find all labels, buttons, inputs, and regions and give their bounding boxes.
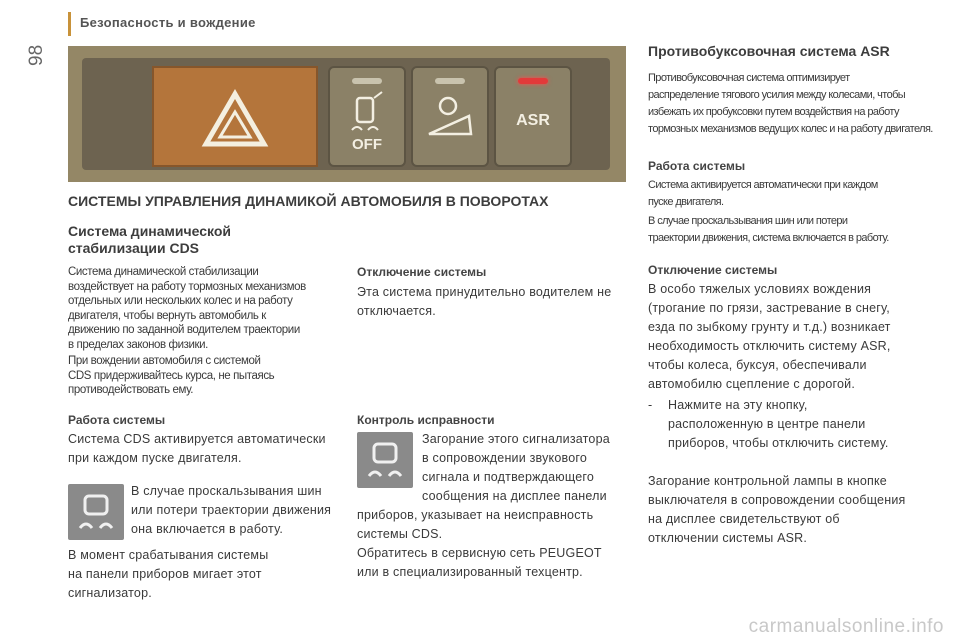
- text-line: в сопровождении звукового: [422, 451, 587, 465]
- text-line: при каждом пуске двигателя.: [68, 451, 242, 465]
- text-line: выключателя в сопровождении сообщения: [648, 493, 906, 507]
- page-number: 98: [26, 44, 47, 66]
- text-line: приборов, указывает на неисправность: [357, 508, 594, 522]
- cds-skid-paragraph: [131, 482, 361, 539]
- text-line: необходимость отключить систему ASR,: [648, 339, 891, 353]
- asr-disable-paragraph: [648, 280, 948, 394]
- text-line: Эта система принудительно водителем не: [357, 285, 612, 299]
- skid-warning-icon: [68, 484, 124, 540]
- step-dash: -: [648, 398, 653, 412]
- text-line: CDS придерживайтесь курса, не пытаясь: [68, 369, 275, 382]
- asr-operation-paragraph-2: [648, 213, 948, 247]
- text-line: В случае проскальзывания шин: [131, 484, 322, 498]
- text-line: езда по зыбкому грунту и т.д.) возникает: [648, 320, 891, 334]
- text-line: Система CDS активируется автоматически: [68, 432, 326, 446]
- hazard-triangle-icon: [154, 68, 316, 165]
- text-line: траектории движения, система включается в работу.: [648, 232, 889, 244]
- cds-operation-paragraph: [68, 430, 358, 468]
- text-line: движению по заданной водителем траектории: [68, 324, 300, 336]
- hazard-button: [152, 66, 318, 167]
- header-accent-bar: [68, 12, 71, 36]
- text-line: Противобуксовочная система оптимизирует: [648, 72, 850, 84]
- cds-check-full: [357, 506, 632, 544]
- text-line: противодействовать ему.: [68, 384, 194, 396]
- asr-operation-heading: Работа системы: [648, 159, 746, 173]
- hill-assist-icon: [413, 68, 487, 165]
- skid-off-button: [328, 66, 406, 167]
- asr-led: [518, 78, 548, 84]
- text-line: отдельных или нескольких колес и на работу: [68, 295, 293, 307]
- text-line: или в специализированный техцентр.: [357, 565, 583, 579]
- hill-assist-button: [411, 66, 489, 167]
- text-line: в пределах законов физики.: [68, 338, 208, 351]
- cds-heading: Система динамической стабилизации CDS: [68, 223, 232, 256]
- text-line: Загорание этого сигнализатора: [422, 432, 610, 446]
- asr-final-paragraph: [648, 472, 948, 548]
- text-line: приборов, чтобы отключить систему.: [668, 436, 889, 450]
- asr-button-label: ASR: [516, 112, 550, 129]
- text-line: двигателя, чтобы вернуть автомобиль к: [68, 309, 266, 322]
- text-line: системы CDS.: [357, 527, 443, 541]
- cds-check-indented: [422, 430, 632, 506]
- text-line: распределение тягового усилия между колесами, чтобы: [648, 89, 906, 101]
- text-line: В случае проскальзывания шин или потери: [648, 215, 848, 227]
- text-line: сигнализатор.: [68, 586, 152, 600]
- text-line: отключении системы ASR.: [648, 531, 808, 545]
- cds-disable-paragraph: [357, 283, 632, 321]
- cds-paragraph-2: [68, 354, 353, 398]
- text-line: избежать их пробуксовки путем воздействия на работу: [648, 106, 899, 118]
- cds-warning-lamp: [68, 484, 124, 540]
- main-heading: СИСТЕМЫ УПРАВЛЕНИЯ ДИНАМИКОЙ АВТОМОБИЛЯ В ПОВОРОТАХ: [68, 193, 549, 209]
- text-line: воздействует на работу тормозных механизмов: [68, 280, 306, 293]
- contact-paragraph: [357, 544, 632, 582]
- text-line: Загорание контрольной лампы в кнопке: [648, 474, 887, 488]
- text-line: тормозных механизмов ведущих колес и на работу двигателя.: [648, 123, 933, 135]
- skid-warning-icon: [357, 432, 413, 488]
- text-line: пуске двигателя.: [648, 196, 724, 208]
- text-line: она включается в работу.: [131, 522, 283, 536]
- text-line: чтобы колеса, буксуя, обеспечивали: [648, 358, 867, 372]
- cds-blink-paragraph: [68, 546, 358, 603]
- asr-heading: Противобуксовочная система ASR: [648, 43, 890, 59]
- text-line: или потери траектории движения: [131, 503, 332, 517]
- text-line: расположенную в центре панели: [668, 417, 866, 431]
- text-line: сигнала и подтверждающего: [422, 470, 595, 484]
- text-line: Система активируется автоматически при каждом: [648, 179, 878, 191]
- asr-step: [668, 396, 948, 453]
- text-line: сообщения на дисплее панели: [422, 489, 607, 503]
- text-line: При вождении автомобиля с системой: [68, 355, 261, 367]
- cds-fault-lamp: [357, 432, 413, 488]
- cds-paragraph-1: [68, 265, 353, 352]
- cds-check-heading: Контроль исправности: [357, 413, 495, 427]
- text-line: автомобилю сцепление с дорогой.: [648, 377, 855, 391]
- text-line: Обратитесь в сервисную сеть PEUGEOT: [357, 546, 602, 560]
- section-title: Безопасность и вождение: [80, 15, 256, 30]
- text-line: (трогание по грязи, застревание в снегу,: [648, 301, 890, 315]
- button-panel-photo: [68, 46, 626, 182]
- text-line: Система динамической стабилизации: [68, 266, 259, 278]
- text-line: Нажмите на эту кнопку,: [668, 398, 808, 412]
- text-line: на панели приборов мигает этот: [68, 567, 262, 581]
- asr-operation-paragraph-1: [648, 177, 948, 211]
- asr-button: [494, 66, 572, 167]
- skid-off-label: OFF: [352, 136, 382, 153]
- text-line: на дисплее свидетельствуют об: [648, 512, 840, 526]
- watermark: carmanualsonline.info: [748, 616, 944, 637]
- cds-operation-heading: Работа системы: [68, 413, 166, 427]
- text-line: отключается.: [357, 304, 436, 318]
- text-line: В момент срабатывания системы: [68, 548, 269, 562]
- asr-disable-heading: Отключение системы: [648, 263, 778, 277]
- asr-paragraph: [648, 70, 948, 138]
- cds-disable-heading: Отключение системы: [357, 265, 487, 279]
- text-line: В особо тяжелых условиях вождения: [648, 282, 872, 296]
